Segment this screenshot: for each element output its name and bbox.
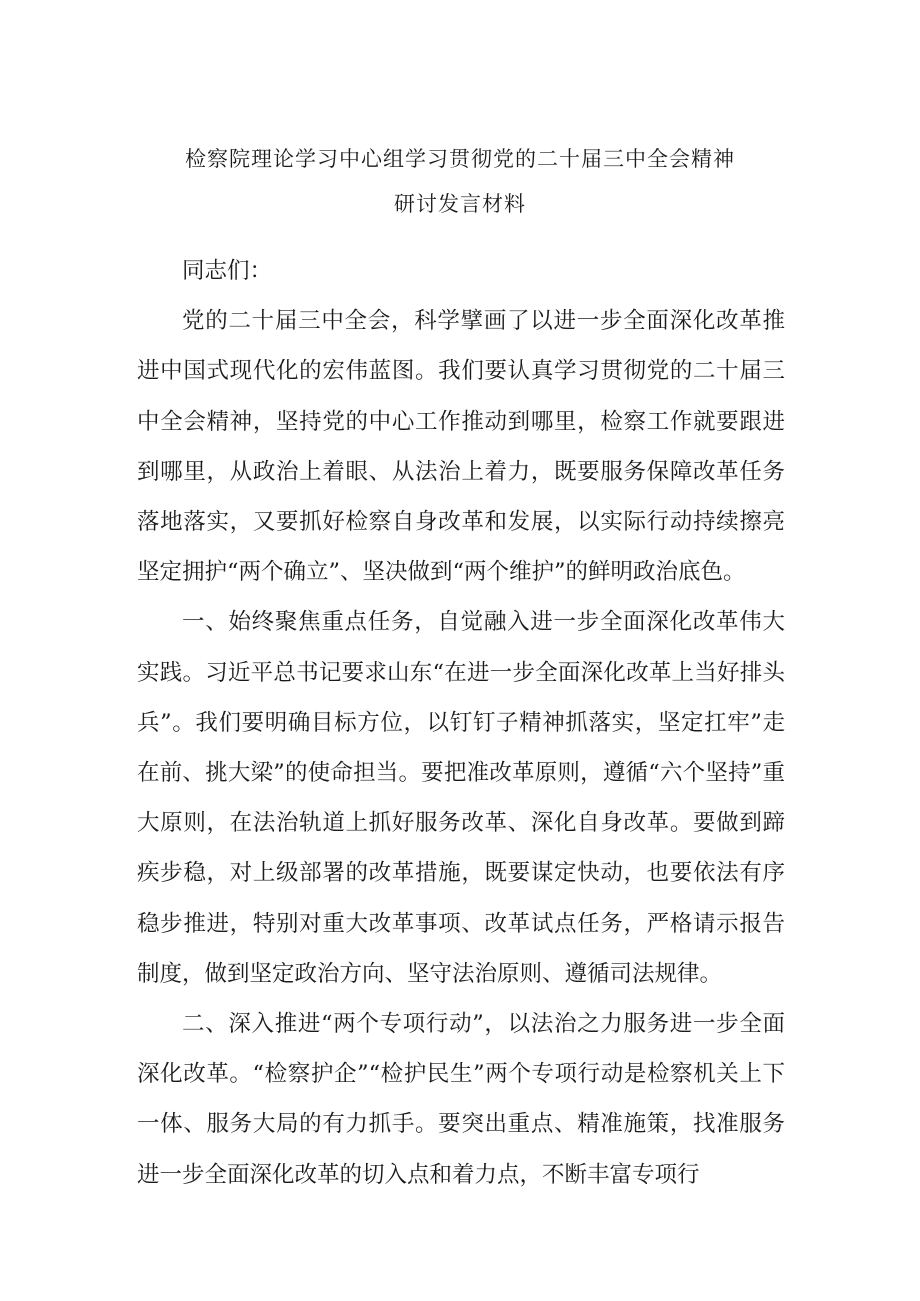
document-title-line2: 研讨发言材料: [394, 192, 526, 216]
document-body: [137, 246, 785, 1200]
paragraph-section-2: 二、深入推进“两个专项行动”，以法治之力服务进一步全面深化改革。“检察护企”“检护民生”两个专项行动是检察机关上下一体、服务大局的有力抓手。要突出重点、精准施策，找准服务进一步全面深化改革的切入点和着力点，不断丰富专项行: [137, 1011, 785, 1188]
paragraph-intro: 党的二十届三中全会，科学擘画了以进一步全面深化改革推进中国式现代化的宏伟蓝图。我们要认真学习贯彻党的二十届三中全会精神，坚持党的中心工作推动到哪里，检察工作就要跟进到哪里，从政治上着眼、从法治上着力，既要服务保障改革任务落地落实，又要抓好检察自身改革和发展，以实际行动持续擦亮坚定拥护“两个确立”、坚决做到“两个维护”的鲜明政治底色。: [137, 308, 785, 586]
salutation: 同志们：: [182, 258, 273, 284]
document-title-line1: 检察院理论学习中心组学习贯彻党的二十届三中全会精神: [185, 147, 735, 171]
paragraph-section-1: 一、始终聚焦重点任务，自觉融入进一步全面深化改革伟大实践。习近平总书记要求山东“在进一步全面深化改革上当好排头兵”。我们要明确目标方位，以钉钉子精神抓落实，坚定扛牢”走在前、挑大梁”的使命担当。要把准改革原则，遵循“六个坚持”重大原则，在法治轨道上抓好服务改革、深化自身改革。要做到蹄疾步稳，对上级部署的改革措施，既要谋定快动，也要依法有序稳步推进，特别对重大改革事项、改革试点任务，严格请示报告制度，做到坚定政治方向、坚守法治原则、遵循司法规律。: [137, 609, 785, 987]
